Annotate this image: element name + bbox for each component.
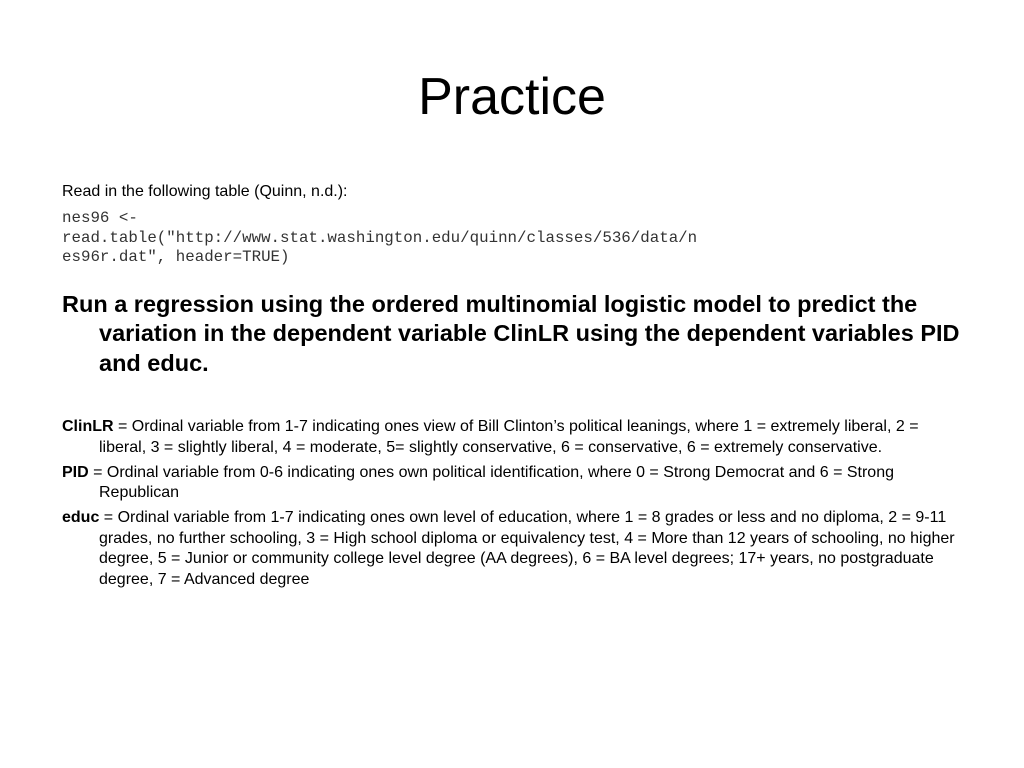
definition-text: = Ordinal variable from 1-7 indicating ones view of Bill Clinton’s political leanings, where 1 = extremely liberal, 2 = liberal, 3 = slightly liberal, 4 = moderate, 5= slightly conservative, 6 = conservative, 6 = extremely conservative. — [99, 418, 919, 456]
code-block — [62, 209, 989, 268]
task-instruction: Run a regression using the ordered multinomial logistic model to predict the variation in the dependent variable ClinLR using the dependent variables PID and educ. — [62, 290, 960, 376]
definition-clinlr — [62, 417, 962, 458]
slide-body — [62, 181, 962, 595]
definition-term: educ — [62, 509, 100, 526]
slide-title: Practice — [418, 68, 606, 126]
definition-educ — [62, 508, 962, 590]
definition-pid — [62, 463, 962, 504]
code-line: read.table("http://www.stat.washington.edu/quinn/classes/536/data/n — [62, 228, 698, 247]
definition-text: = Ordinal variable from 0-6 indicating ones own political identification, where 0 = Strong Democrat and 6 = Strong Republican — [88, 463, 894, 501]
code-line: es96r.dat", header=TRUE) — [62, 248, 290, 266]
variable-definitions — [62, 417, 962, 590]
definition-term: PID — [62, 463, 89, 481]
definition-term: ClinLR — [62, 418, 114, 435]
intro-text: Read in the following table (Quinn, n.d.): — [62, 183, 348, 200]
definition-text: = Ordinal variable from 1-7 indicating ones own level of education, where 1 = 8 grades or less and no diploma, 2 = 9-11 grades, no further schooling, 3 = High school diploma or equivalency test, 4 = More than 12 years of schooling, no higher degree, 5 = Junior or community college level degree (AA degrees), 6 = BA level degrees; 17+ years, no postgraduate degree, 7 = Advanced degree — [99, 509, 955, 588]
code-line: nes96 <- — [62, 209, 138, 227]
